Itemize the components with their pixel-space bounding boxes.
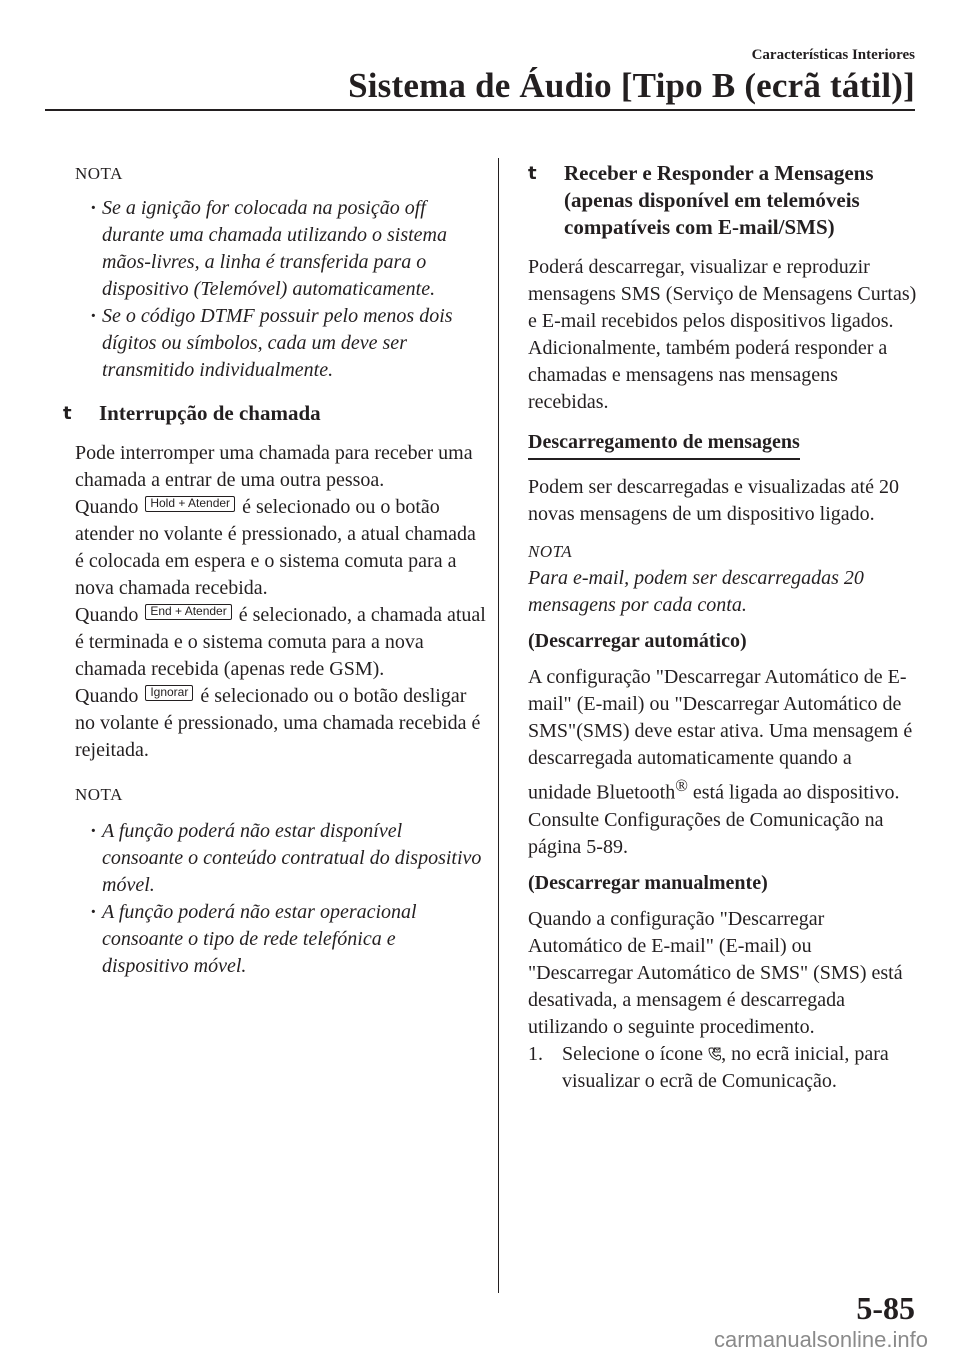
page-number: 5-85 bbox=[856, 1290, 915, 1326]
hold-answer-button: Hold + Atender bbox=[145, 496, 235, 512]
note-list bbox=[75, 818, 487, 980]
page-title: Sistema de Áudio [Tipo B (ecrã tátil)] bbox=[348, 66, 915, 105]
right-column bbox=[528, 160, 918, 1095]
column-divider bbox=[498, 158, 499, 1293]
heading-text: Receber e Responder a Mensagens (apenas disponível em telemóveis compatíveis com E-mail/SMS) bbox=[564, 161, 874, 239]
watermark: carmanualsonline.info bbox=[713, 1327, 928, 1352]
nota-label: NOTA bbox=[75, 164, 123, 183]
nota-label: NOTA bbox=[528, 542, 573, 561]
note-item: · A função poderá não estar operacional consoante o tipo de rede telefónica e dispositivo móvel. bbox=[75, 899, 487, 980]
phone-message-icon bbox=[708, 1042, 721, 1056]
nota-label: NOTA bbox=[75, 785, 123, 804]
paragraph: Quando Ignorar é selecionado ou o botão desligar no volante é pressionado, uma chamada recebida é rejeitada. bbox=[75, 685, 481, 761]
note-item: · A função poderá não estar disponível consoante o conteúdo contratual do dispositivo móvel. bbox=[75, 818, 487, 899]
note-list bbox=[75, 195, 487, 384]
paragraph: Adicionalmente, também poderá responder a chamadas e mensagens nas mensagens recebidas. bbox=[528, 337, 888, 413]
note-item: · Se o código DTMF possuir pelo menos dois dígitos ou símbolos, cada um deve ser transmitido individualmente. bbox=[75, 303, 487, 384]
paragraph: Podem ser descarregadas e visualizadas até 20 novas mensagens de um dispositivo ligado. bbox=[528, 476, 899, 525]
left-column bbox=[63, 160, 487, 980]
ignore-button: Ignorar bbox=[145, 685, 193, 701]
bold-heading: (Descarregar automático) bbox=[528, 630, 747, 652]
step-number: 1. bbox=[528, 1042, 543, 1065]
section-heading bbox=[528, 160, 918, 241]
paragraph: Pode interromper uma chamada para receber uma chamada a entrar de uma outra pessoa. bbox=[75, 442, 473, 491]
paragraph: A configuração "Descarregar Automático de E-mail" (E-mail) ou "Descarregar Automático de SMS"(SMS) deve estar ativa. Uma mensagem é descarregada automaticamente quando a unidade Bluetooth® está ligada ao dispositivo. bbox=[528, 666, 913, 804]
heading-marker: t bbox=[528, 163, 537, 184]
paragraph: Quando a configuração "Descarregar Automático de E-mail" (E-mail) ou "Descarregar Automático de SMS" (SMS) está desativada, a mensagem é descarregada utilizando o seguinte procedimento. bbox=[528, 907, 903, 1038]
paragraph: Quando Hold + Atender é selecionado ou o botão atender no volante é pressionado, a atual chamada é colocada em espera e o sistema comuta para a nova chamada recebida. bbox=[75, 496, 476, 599]
paragraph: Quando End + Atender é selecionado, a chamada atual é terminada e o sistema comuta para a nova chamada recebida (apenas rede GSM). bbox=[75, 604, 486, 680]
heading-text: Interrupção de chamada bbox=[99, 401, 321, 425]
registered-mark: ® bbox=[675, 776, 688, 795]
end-answer-button: End + Atender bbox=[145, 604, 231, 620]
paragraph: Consulte Configurações de Comunicação na página 5-89. bbox=[528, 808, 884, 858]
step-item: 1. Selecione o ícone , no ecrã inicial, para visualizar o ecrã de Comunicação. bbox=[528, 1042, 889, 1092]
note-item: · Se a ignição for colocada na posição off durante uma chamada utilizando o sistema mãos-livres, a linha é transferida para o dispositivo (Telemóvel) automaticamente. bbox=[75, 195, 487, 303]
header-section: Características Interiores bbox=[751, 47, 915, 63]
bold-heading: (Descarregar manualmente) bbox=[528, 871, 768, 894]
section-heading bbox=[63, 400, 487, 427]
sub-heading: Descarregamento de mensagens bbox=[528, 429, 800, 460]
heading-marker: t bbox=[63, 403, 72, 424]
header-rule bbox=[45, 109, 915, 111]
nota-text: Para e-mail, podem ser descarregadas 20 mensagens por cada conta. bbox=[528, 567, 864, 616]
paragraph: Poderá descarregar, visualizar e reproduzir mensagens SMS (Serviço de Mensagens Curtas) e E-mail recebidos pelos dispositivos ligados. bbox=[528, 256, 917, 332]
